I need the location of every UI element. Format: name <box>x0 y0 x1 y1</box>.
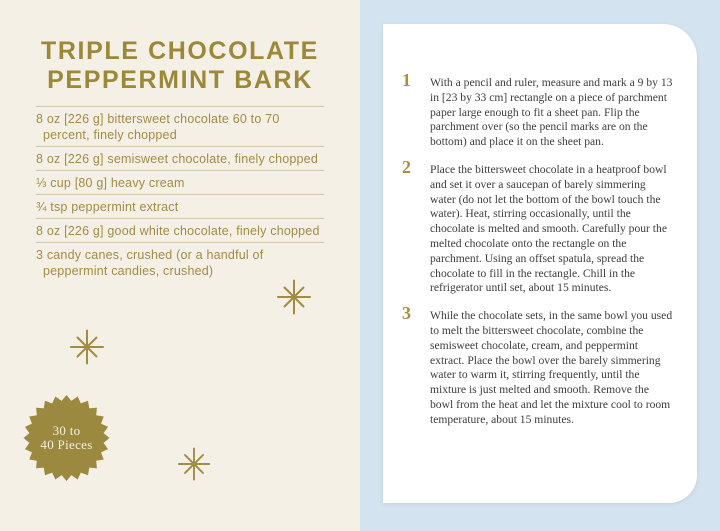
step-text: With a pencil and ruler, measure and mark a 9 by 13 in [23 by 33 cm] rectangle on a piece of parchment paper large enough to fit a sheet pan. Flip the parchment over (so the pencil marks are on the bottom) and place it on the sheet pan. <box>430 76 673 149</box>
yield-badge-label <box>23 395 110 481</box>
recipe-title-line2: PEPPERMINT BARK <box>47 66 313 94</box>
ingredient-item: 3 candy canes, crushed (or a handful of peppermint candies, crushed) <box>36 242 324 282</box>
ingredient-item: ⅓ cup [80 g] heavy cream <box>36 170 324 194</box>
ingredient-item: ¾ tsp peppermint extract <box>36 194 324 218</box>
yield-badge <box>23 395 110 481</box>
ingredients-list <box>36 106 324 282</box>
step-item <box>402 157 673 296</box>
yield-badge-line1: 30 to <box>52 422 81 438</box>
instructions-page <box>360 0 720 531</box>
step-number: 1 <box>402 70 411 90</box>
ingredient-item: 8 oz [226 g] semisweet chocolate, finely chopped <box>36 146 324 170</box>
instructions-card <box>383 24 697 503</box>
recipe-title <box>18 37 342 95</box>
sparkle-icon <box>276 279 312 315</box>
ingredient-item: 8 oz [226 g] bittersweet chocolate 60 to 70 percent, finely chopped <box>36 106 324 146</box>
step-number: 3 <box>402 303 411 324</box>
step-text: Place the bittersweet chocolate in a heatproof bowl and set it over a saucepan of barely simmering water (do not let the bottom of the bowl touch the water). Heat, stirring occasionally, until the chocolate is melted and smooth. Carefully pour the melted chocolate onto the rectangle on the parchment. Using an offset spatula, spread the chocolate to fill in the rectangle. Chill in the refrigerator until set, about 15 minutes. <box>430 162 667 295</box>
yield-badge-line2: 40 Pieces <box>40 437 93 452</box>
sparkle-icon <box>69 329 105 365</box>
step-number: 2 <box>402 156 411 177</box>
step-item <box>402 70 673 150</box>
step-item <box>402 303 673 427</box>
steps-list <box>383 24 697 428</box>
recipe-title-line1: TRIPLE CHOCOLATE <box>41 37 319 65</box>
sparkle-icon <box>177 447 211 481</box>
step-text: While the chocolate sets, in the same bowl you used to melt the bittersweet chocolate, combine the semisweet chocolate, cream, and peppermint extract. Place the bowl over the barely simmering water to warm it, stirring frequently, until the mixture is just melted and smooth. Remove the bowl from the heat and let the mixture cool to room temperature, about 15 minutes. <box>430 309 673 426</box>
ingredient-item: 8 oz [226 g] good white chocolate, finely chopped <box>36 218 324 242</box>
